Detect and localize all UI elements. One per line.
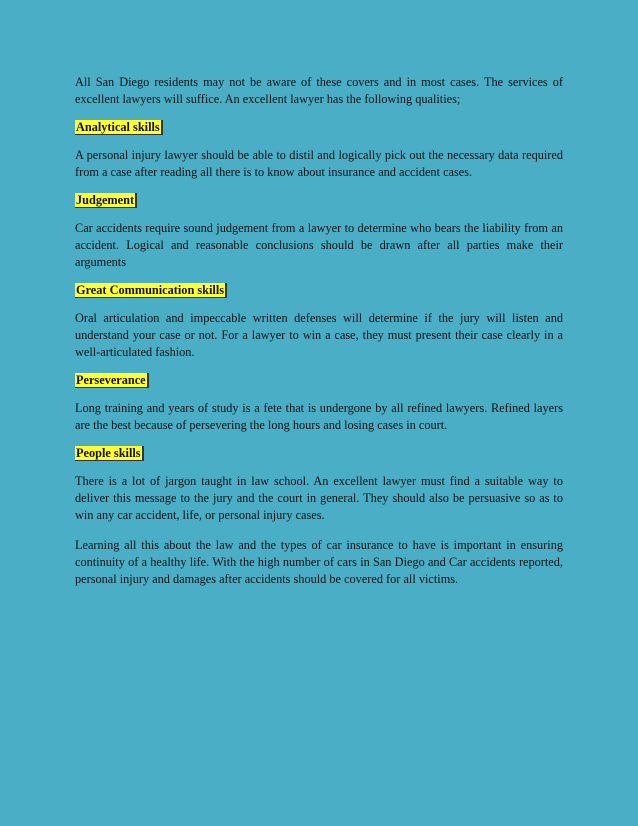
section-body: There is a lot of jargon taught in law school. An excellent lawyer must find a suitable way to deliver this message to the jury and the court in general. They should also be persuasive so as to win any car accident, life, or personal injury cases. bbox=[75, 474, 563, 522]
section-perseverance bbox=[75, 372, 563, 434]
section-body: Oral articulation and impeccable written defenses will determine if the jury will listen and understand your case or not. For a lawyer to win a case, they must present their case clearly in a well-articulated fashion. bbox=[75, 311, 563, 359]
section-analytical-skills bbox=[75, 119, 563, 181]
section-body: A personal injury lawyer should be able to distil and logically pick out the necessary data required from a case after reading all there is to know about insurance and accident cases. bbox=[75, 148, 563, 179]
section-body: Car accidents require sound judgement from a lawyer to determine who bears the liability from an accident. Logical and reasonable conclusions should be drawn after all parties make their arguments bbox=[75, 221, 563, 269]
section-heading: Perseverance bbox=[75, 373, 149, 388]
section-heading: Great Communication skills bbox=[75, 283, 227, 298]
section-body: Long training and years of study is a fete that is undergone by all refined lawyers. Refined layers are the best because of persevering the long hours and losing cases in court. bbox=[75, 401, 563, 432]
intro-paragraph: All San Diego residents may not be aware of these covers and in most cases. The services of excellent lawyers will suffice. An excellent lawyer has the following qualities; bbox=[75, 75, 563, 106]
section-heading: Analytical skills bbox=[75, 120, 163, 135]
section-judgement bbox=[75, 192, 563, 271]
closing-paragraph: Learning all this about the law and the types of car insurance to have is important in ensuring continuity of a healthy life. With the high number of cars in San Diego and Car accidents reported, personal injury and damages after accidents should be covered for all victims. bbox=[75, 538, 563, 586]
section-heading: Judgement bbox=[75, 193, 137, 208]
section-people-skills bbox=[75, 445, 563, 524]
section-communication-skills bbox=[75, 282, 563, 361]
document-page bbox=[75, 74, 563, 588]
section-heading: People skills bbox=[75, 446, 144, 461]
